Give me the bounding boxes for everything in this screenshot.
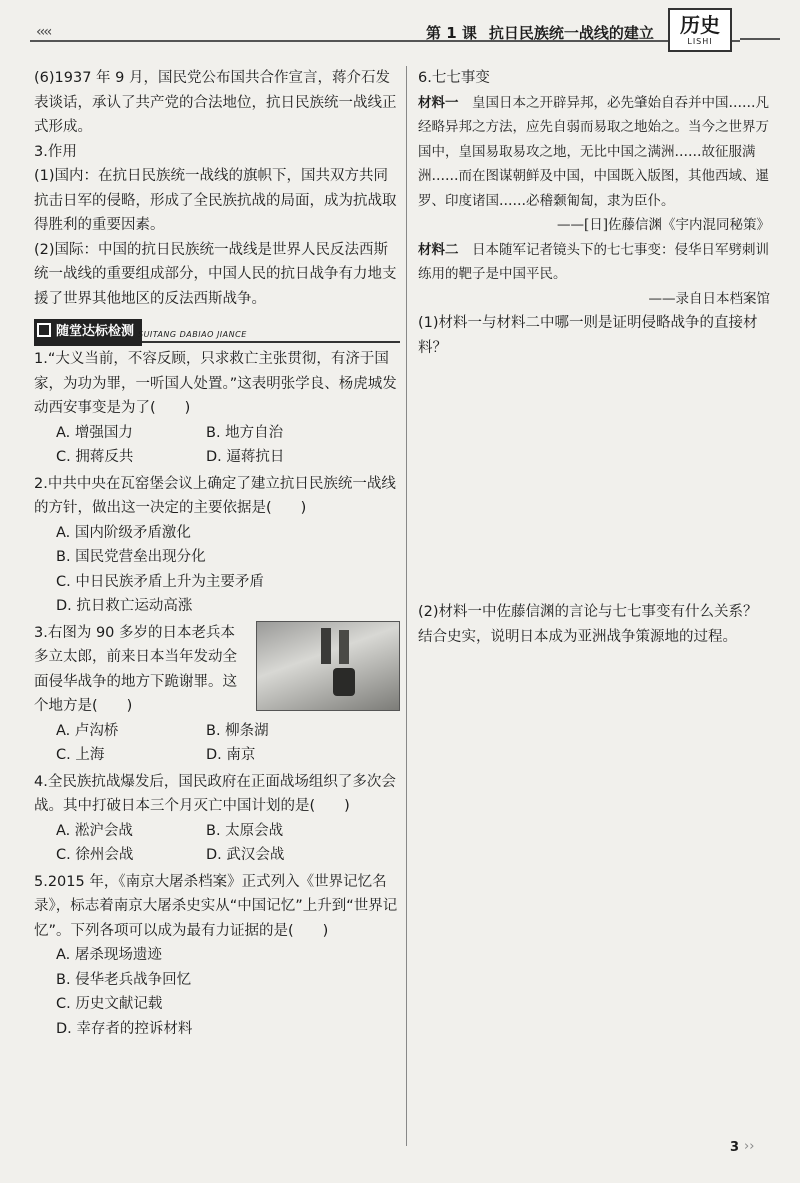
sub-question-1: (1)材料一与材料二中哪一则是证明侵略战争的直接材料？ [418, 315, 758, 356]
point-6: (6)1937 年 9 月，国民党公布国共合作宣言，蒋介石发表谈话，承认了共产党的合法地位，抗日民族统一战线正式形成。 [34, 70, 397, 135]
material-1-source: ——[日]佐藤信渊《宇内混同秘策》 [556, 217, 770, 233]
veteran-kneeling-photo [256, 621, 400, 711]
question-6-title: 6.七七事变 [418, 70, 490, 86]
option[interactable]: A. 卢沟桥 [56, 722, 119, 739]
option[interactable]: B. 地方自治 [206, 424, 284, 441]
material-1 [418, 91, 770, 214]
lesson-number: 第 1 课 [426, 24, 477, 42]
heading-role: 3.作用 [34, 143, 77, 160]
material-2 [418, 238, 770, 287]
question-3: 3.右图为 90 多岁的日本老兵本多立太郎，前来日本当年发动全面侵华战争的地方下跪谢罪。这个地方是( ) [34, 624, 237, 714]
option[interactable]: D. 南京 [206, 747, 256, 763]
question-3-options [34, 719, 400, 768]
photo-figure [321, 628, 331, 664]
subject-badge [668, 8, 732, 52]
subject-name: 历史 [680, 13, 720, 37]
option[interactable]: B. 柳条湖 [206, 722, 269, 739]
header-rule-tail [740, 38, 780, 40]
material-1-label: 材料一 [418, 94, 459, 111]
question-4: 4.全民族抗战爆发后，国民政府在正面战场组织了多次会战。其中打破日本三个月灭亡中国计划的是( ) [34, 773, 396, 814]
question-2-options [34, 521, 400, 619]
column-divider [406, 66, 407, 1146]
material-1-text: 皇国日本之开辟异邦，必先肇始自吞并中国……凡经略异邦之方法，应先自弱而易取之地始之。当今之世界万国中，皇国易取易攻之地，无比中国之满洲……故征服满洲……而在图谋朝鲜及中国，中国既入版图，其他西域、暹罗、印度诸国……必稽颡匍匐，隶为臣仆。 [418, 94, 769, 209]
question-5-options [34, 943, 400, 1041]
option[interactable]: A. 增强国力 [56, 424, 133, 441]
question-4-options [34, 819, 400, 868]
question-1: 1.“大义当前，不容反顾，只求救亡主张贯彻，有济于国家，为功为罪，一听国人处置。”这表明张学良、杨虎城发动西安事变是为了( ) [34, 351, 397, 416]
subject-pinyin: LISHI [687, 37, 713, 46]
option[interactable]: C. 徐州会战 [56, 847, 134, 863]
left-column [34, 66, 400, 1041]
lesson-heading [426, 22, 666, 43]
option[interactable]: A. 国内阶级矛盾激化 [56, 524, 191, 541]
section-pinyin: SUITANG DABIAO JIANCE [138, 330, 247, 339]
question-2: 2.中共中央在瓦窑堡会议上确定了建立抗日民族统一战线的方针，做出这一决定的主要依据是( ) [34, 475, 396, 516]
section-title: 随堂达标检测 [34, 319, 142, 346]
book-icon [37, 323, 51, 337]
sub-question-2: (2)材料一中佐藤信渊的言论与七七事变有什么关系？结合史实，说明日本成为亚洲战争策源地的过程。 [418, 604, 758, 645]
section-header [34, 317, 400, 343]
option[interactable]: C. 历史文献记载 [56, 996, 163, 1012]
option[interactable]: D. 逼蒋抗日 [206, 449, 285, 465]
option[interactable]: B. 国民党营垒出现分化 [56, 549, 206, 565]
photo-kneeling-figure [333, 668, 355, 696]
option[interactable]: C. 拥蒋反共 [56, 449, 134, 465]
option[interactable]: C. 中日民族矛盾上升为主要矛盾 [56, 573, 264, 590]
photo-figure [339, 630, 349, 664]
right-column [418, 66, 770, 649]
header-arrows-decoration: ‹‹‹‹ [36, 24, 51, 40]
material-2-text: 日本随军记者镜头下的七七事变：侵华日军劈刺训练用的靶子是中国平民。 [418, 241, 769, 282]
option[interactable]: D. 抗日救亡运动高涨 [56, 598, 193, 614]
material-2-source: ——录自日本档案馆 [648, 290, 770, 307]
role-domestic: (1)国内：在抗日民族统一战线的旗帜下，国共双方共同抗击日军的侵略，形成了全民族抗战的局面，成为抗战取得胜利的重要因素。 [34, 168, 397, 233]
option[interactable]: D. 武汉会战 [206, 847, 285, 863]
page-arrows-decoration: ›› [744, 1139, 755, 1154]
answer-space[interactable] [418, 360, 770, 600]
page-header [0, 0, 800, 56]
role-international: (2)国际：中国的抗日民族统一战线是世界人民反法西斯统一战线的重要组成部分，中国人民的抗日战争有力地支援了世界其他地区的反法西斯战争。 [34, 241, 397, 307]
page-number: 3 [730, 1140, 740, 1155]
option[interactable]: B. 侵华老兵战争回忆 [56, 971, 192, 988]
option[interactable]: A. 屠杀现场遗迹 [56, 947, 162, 963]
option[interactable]: A. 淞沪会战 [56, 822, 133, 839]
option[interactable]: D. 幸存者的控诉材料 [56, 1020, 193, 1037]
option[interactable]: C. 上海 [56, 747, 105, 763]
option[interactable]: B. 太原会战 [206, 822, 284, 839]
question-1-options [34, 421, 400, 470]
material-2-label: 材料二 [418, 241, 459, 258]
question-5: 5.2015 年，《南京大屠杀档案》正式列入《世界记忆名录》，标志着南京大屠杀史实从“中国记忆”上升到“世界记忆”。下列各项可以成为最有力证据的是( ) [34, 873, 398, 939]
lesson-title: 抗日民族统一战线的建立 [488, 24, 654, 42]
